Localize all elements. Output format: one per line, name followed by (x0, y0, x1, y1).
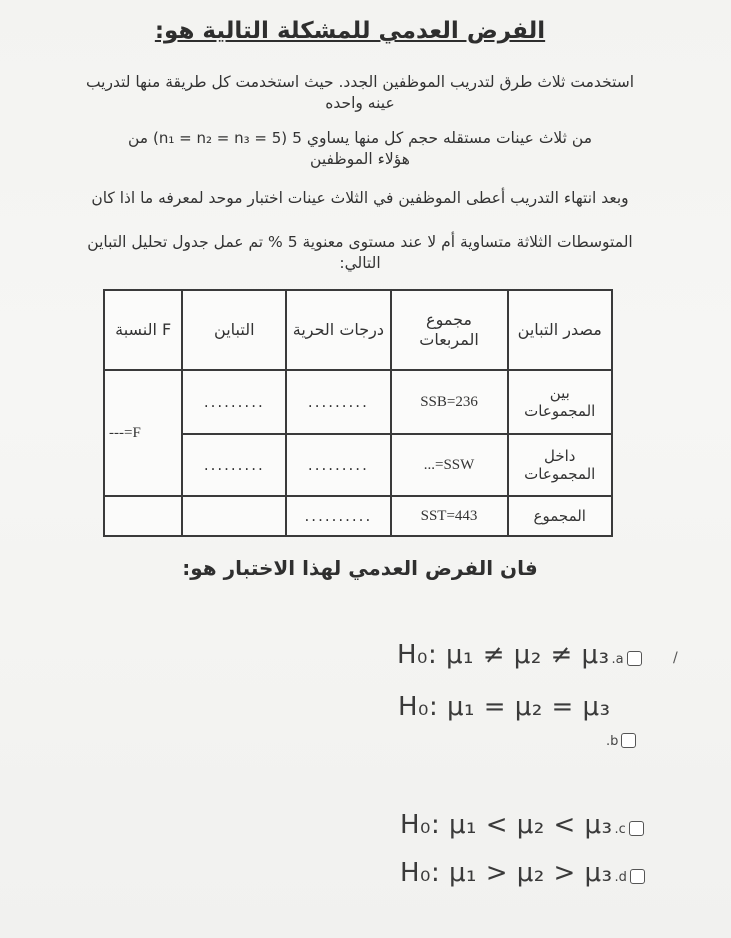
problem-line-2 (60, 128, 660, 170)
header-f-ratio: F النسبة (104, 290, 182, 370)
cell-f-value: F=--- (104, 370, 182, 496)
anova-table (103, 289, 613, 537)
cell-f-value (104, 496, 182, 536)
option-a-formula: H₀: μ₁ ≠ μ₂ ≠ μ₃ (397, 640, 610, 670)
option-b-letter: .b (606, 734, 619, 749)
cell-sum-squares: SST=443 (391, 496, 508, 536)
cell-variance: ......... (182, 370, 286, 434)
header-source: مصدر التباين (508, 290, 613, 370)
cell-df: .......... (286, 496, 390, 536)
option-b-formula: H₀: μ₁ = μ₂ = μ₃ (398, 692, 611, 722)
problem-line-1: استخدمت ثلاث طرق لتدريب الموظفين الجدد. حيث استخدمت كل طريقة منها لتدريب عينه واحده (85, 73, 635, 112)
option-b-formula-wrap (398, 692, 611, 722)
problem-line-2-text: من ثلاث عينات مستقله حجم كل منها يساوي 5 (292, 129, 592, 147)
option-c[interactable] (400, 810, 644, 840)
option-d-letter: .d (614, 870, 627, 885)
option-b-checkbox[interactable] (621, 733, 636, 748)
sample-size-formula: (n₁ = n₂ = n₃ = 5) (153, 129, 288, 147)
problem-line-4: المتوسطات الثلاثة متساوية أم لا عند مستوى معنوية 5 % تم عمل جدول تحليل التباين التالي: (87, 233, 633, 272)
problem-line-3: وبعد انتهاء التدريب أعطى الموظفين في الثلاث عينات اختبار موحد لمعرفه ما اذا كان (91, 189, 629, 207)
option-a-letter: .a (611, 652, 624, 667)
option-a[interactable] (397, 640, 642, 670)
option-a-checkbox[interactable] (627, 651, 642, 666)
option-d[interactable] (400, 858, 645, 888)
pen-mark: / (673, 650, 678, 666)
cell-sum-squares: SSW=... (391, 434, 508, 496)
cell-df: ......... (286, 370, 390, 434)
header-sum-squares: مجموع المربعات (391, 290, 508, 370)
option-d-checkbox[interactable] (630, 869, 645, 884)
option-d-formula: H₀: μ₁ > μ₂ > μ₃ (400, 858, 613, 888)
table-row (104, 370, 612, 434)
cell-source: داخل المجموعات (508, 434, 613, 496)
cell-variance (182, 496, 286, 536)
page-title: الفرض العدمي للمشكلة التالية هو: (154, 18, 546, 44)
cell-source: بين المجموعات (508, 370, 613, 434)
table-header-row (104, 290, 612, 370)
problem-line-2-end: من (127, 129, 149, 147)
cell-source: المجموع (508, 496, 613, 536)
header-variance: التباين (182, 290, 286, 370)
option-c-checkbox[interactable] (629, 821, 644, 836)
header-degrees-freedom: درجات الحرية (286, 290, 390, 370)
option-c-letter: .c (614, 822, 626, 837)
table-row (104, 496, 612, 536)
cell-sum-squares: SSB=236 (391, 370, 508, 434)
problem-line-2b: هؤلاء الموظفين (310, 150, 410, 168)
option-b[interactable] (604, 733, 636, 752)
option-c-formula: H₀: μ₁ < μ₂ < μ₃ (400, 810, 613, 840)
cell-variance: ......... (182, 434, 286, 496)
cell-df: ......... (286, 434, 390, 496)
question-text: فان الفرض العدمي لهذا الاختبار هو: (182, 556, 538, 580)
